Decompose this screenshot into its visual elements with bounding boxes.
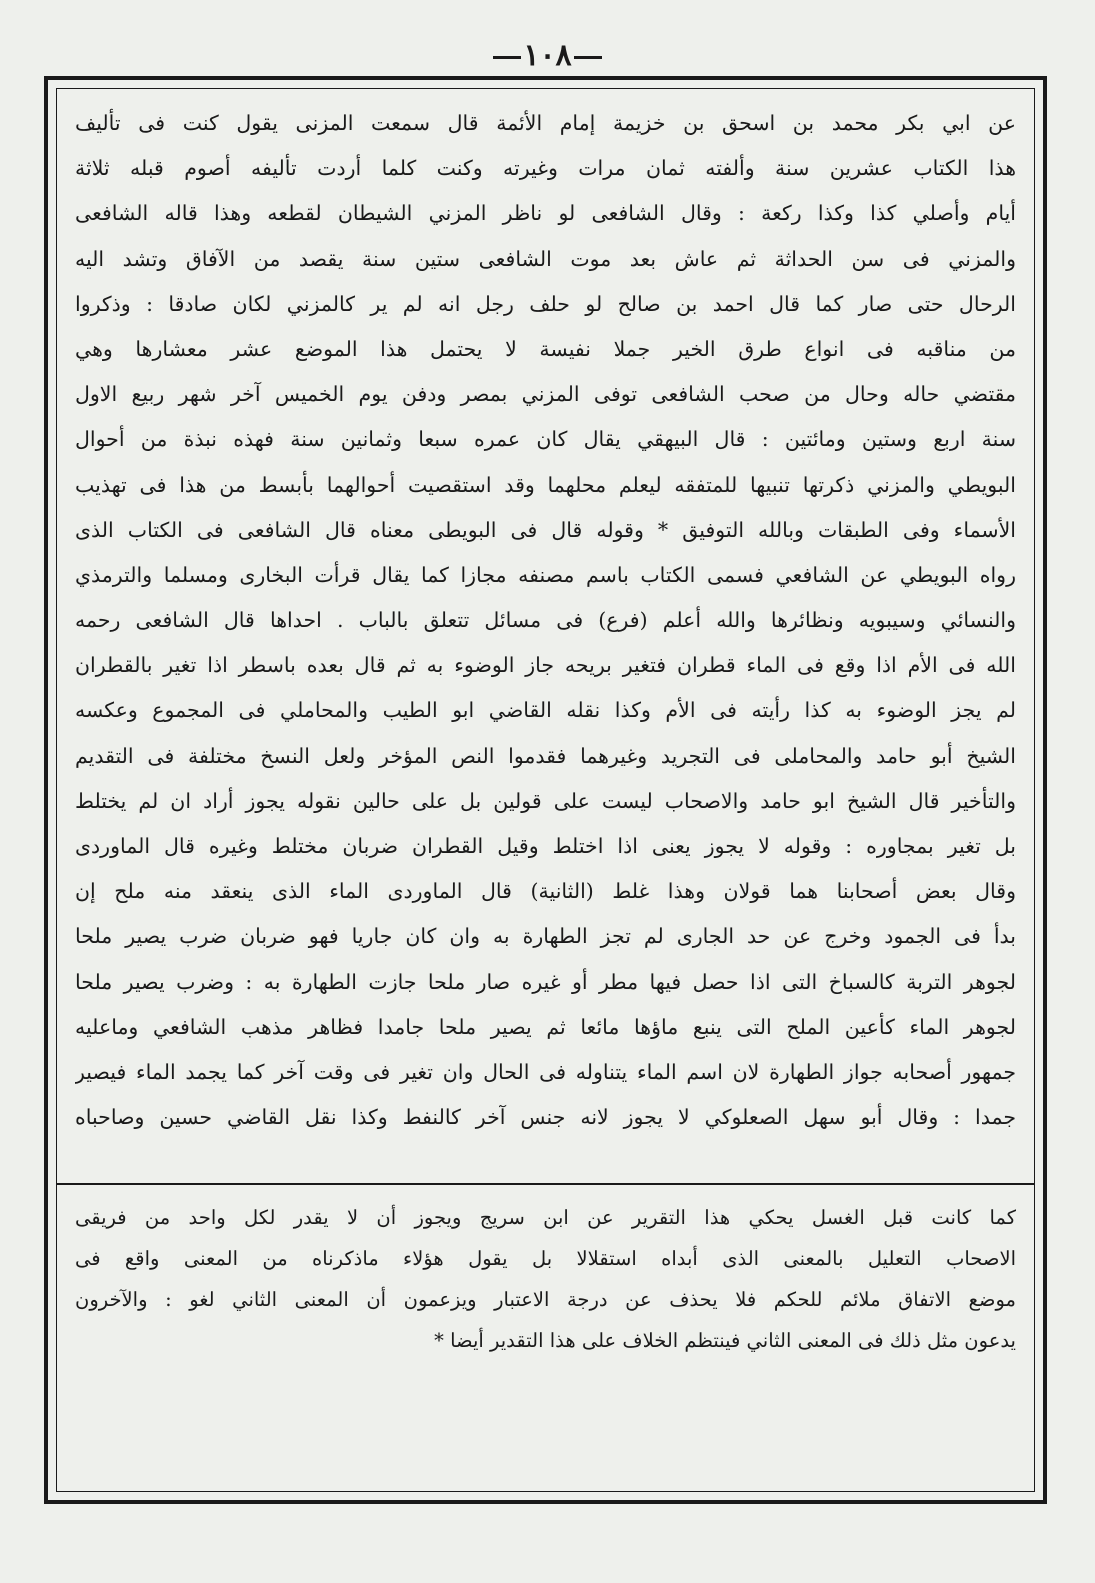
footnote-line: موضع الاتفاق ملائم للحكم فلا يحذف عن درجة الاعتبار ويزعمون أن المعنى الثاني لغو : والآخرون bbox=[75, 1288, 1016, 1311]
main-text-line: والنسائي وسيبويه ونظائرها والله أعلم (فرع) فى مسائل تتعلق بالباب . احداها قال الشافعى رحمه bbox=[75, 608, 1016, 633]
main-text-block bbox=[75, 101, 1016, 1140]
main-text-line: جمدا : وقال أبو سهل الصعلوكي لا يجوز لانه جنس آخر كالنفط وكذا نقل القاضي حسين وصاحباه bbox=[75, 1105, 1016, 1130]
main-text-line: جمهور أصحابه جواز الطهارة لان اسم الماء يتناوله فى الحال وان تغير فى وقت آخر كما يجمد الماء فيصير bbox=[75, 1059, 1016, 1084]
page-number-dash-right bbox=[574, 56, 602, 59]
main-text-line: رواه البويطي عن الشافعي فسمى الكتاب باسم مصنفه مجازا كما يقال قرأت البخارى ومسلما والترمذي bbox=[75, 562, 1016, 587]
main-text-line: الرحال حتى صار كما قال احمد بن صالح لو حلف رجل انه لم ير كالمزني لكان صادقا : وذكروا bbox=[75, 291, 1016, 316]
page-number bbox=[0, 38, 1095, 73]
footnote-separator bbox=[57, 1183, 1034, 1185]
main-text-line: بل تغير بمجاوره : وقوله لا يجوز يعنى اذا اختلط وقيل القطران ضربان مختلط وغيره قال الماوردى bbox=[75, 834, 1016, 858]
main-text-line: الأسماء وفى الطبقات وبالله التوفيق * وقوله قال فى البويطى معناه قال الشافعى فى الكتاب الذى bbox=[75, 517, 1016, 542]
page-number-dash-left bbox=[493, 56, 521, 59]
footnote-line: يدعون مثل ذلك فى المعنى الثاني فينتظم الخلاف على هذا التقدير أيضا * bbox=[434, 1329, 1016, 1352]
main-text-line: مقتضي حاله وحال من صحب الشافعى توفى المزني بمصر ودفن يوم الخميس آخر شهر ربيع الاول bbox=[75, 382, 1016, 407]
main-text-line: من مناقبه فى انواع طرق الخير جملا نفيسة لا يحتمل هذا الموضع عشر معشارها وهي bbox=[75, 336, 1016, 361]
main-text-line: الشيخ أبو حامد والمحاملى فى التجريد وغيرهما فقدموا النص المؤخر ولعل النسخ مختلفة فى التقديم bbox=[75, 743, 1016, 768]
main-text-line: والمزني فى سن الحداثة ثم عاش بعد موت الشافعى ستين سنة يقصد من الآفاق وتشد اليه bbox=[75, 246, 1016, 271]
main-text-line: لم يجز الوضوء به كذا رأيته فى الأم وكذا نقله القاضي ابو الطيب والمحاملي فى المجموع وعكسه bbox=[75, 698, 1016, 723]
main-text-line: أيام وأصلي كذا وكذا ركعة : وقال الشافعى لو ناظر المزني الشيطان لقطعه وهذا قاله الشافعى bbox=[75, 201, 1016, 226]
main-text-line: الله فى الأم اذا وقع فى الماء قطران فتغير بريحه جاز الوضوء به ثم قال بعده باسطر اذا تغير بالقطران bbox=[75, 653, 1016, 678]
page-outer-border bbox=[44, 76, 1047, 1504]
main-text-line: البويطي والمزني ذكرتها تنبيها للمتفقه ليعلم محلهما وقد استقصيت أحوالهما بأبسط من هذا فى تهذيب bbox=[75, 472, 1016, 497]
main-text-line: لجوهر الماء كأعين الملح التى ينبع ماؤها مائعا ثم يصير ملحا جامدا فظاهر مذهب الشافعي وماعليه bbox=[75, 1014, 1016, 1039]
main-text-line: والتأخير قال الشيخ ابو حامد والاصحاب ليست على قولين بل على حالين نقوله يجوز أراد ان لم يختلط bbox=[75, 788, 1016, 813]
main-text-line: وقال بعض أصحابنا هما قولان وهذا غلط (الثانية) قال الماوردى الماء الذى ينعقد منه ملح إن bbox=[75, 879, 1016, 904]
main-text-line: هذا الكتاب عشرين سنة وألفته ثمان مرات وغيرته وكنت كلما أردت تأليفه أصوم قبله ثلاثة bbox=[75, 156, 1016, 181]
main-text-line: لجوهر التربة كالسباخ التى اذا حصل فيها مطر أو غيره صار ملحا جازت الطهارة به : وضرب يصير ملحا bbox=[75, 969, 1016, 994]
page-inner-border bbox=[56, 88, 1035, 1492]
main-text-line: عن ابي بكر محمد بن اسحق بن خزيمة إمام الأئمة قال سمعت المزنى يقول كنت فى تأليف bbox=[75, 111, 1016, 135]
main-text-line: بدأ فى الجمود وخرج عن حد الجارى لم تجز الطهارة به وان كان جاريا فهو ضربان ضرب يصير ملحا bbox=[75, 924, 1016, 949]
footnote-line: الاصحاب التعليل بالمعنى الذى أبداه استقلالا بل يقول هؤلاء ماذكرناه من المعنى واقع فى bbox=[75, 1247, 1016, 1270]
page-number-value: ١٠٨ bbox=[523, 38, 572, 73]
footnote-line: كما كانت قبل الغسل يحكي هذا التقرير عن ابن سريج ويجوز أن لا يقدر لكل واحد من فريقى bbox=[75, 1206, 1016, 1229]
footnote-block bbox=[75, 1197, 1016, 1361]
main-text-line: سنة اربع وستين ومائتين : قال البيهقي يقال كان عمره سبعا وثمانين سنة فهذه نبذة من أحوال bbox=[75, 427, 1016, 452]
